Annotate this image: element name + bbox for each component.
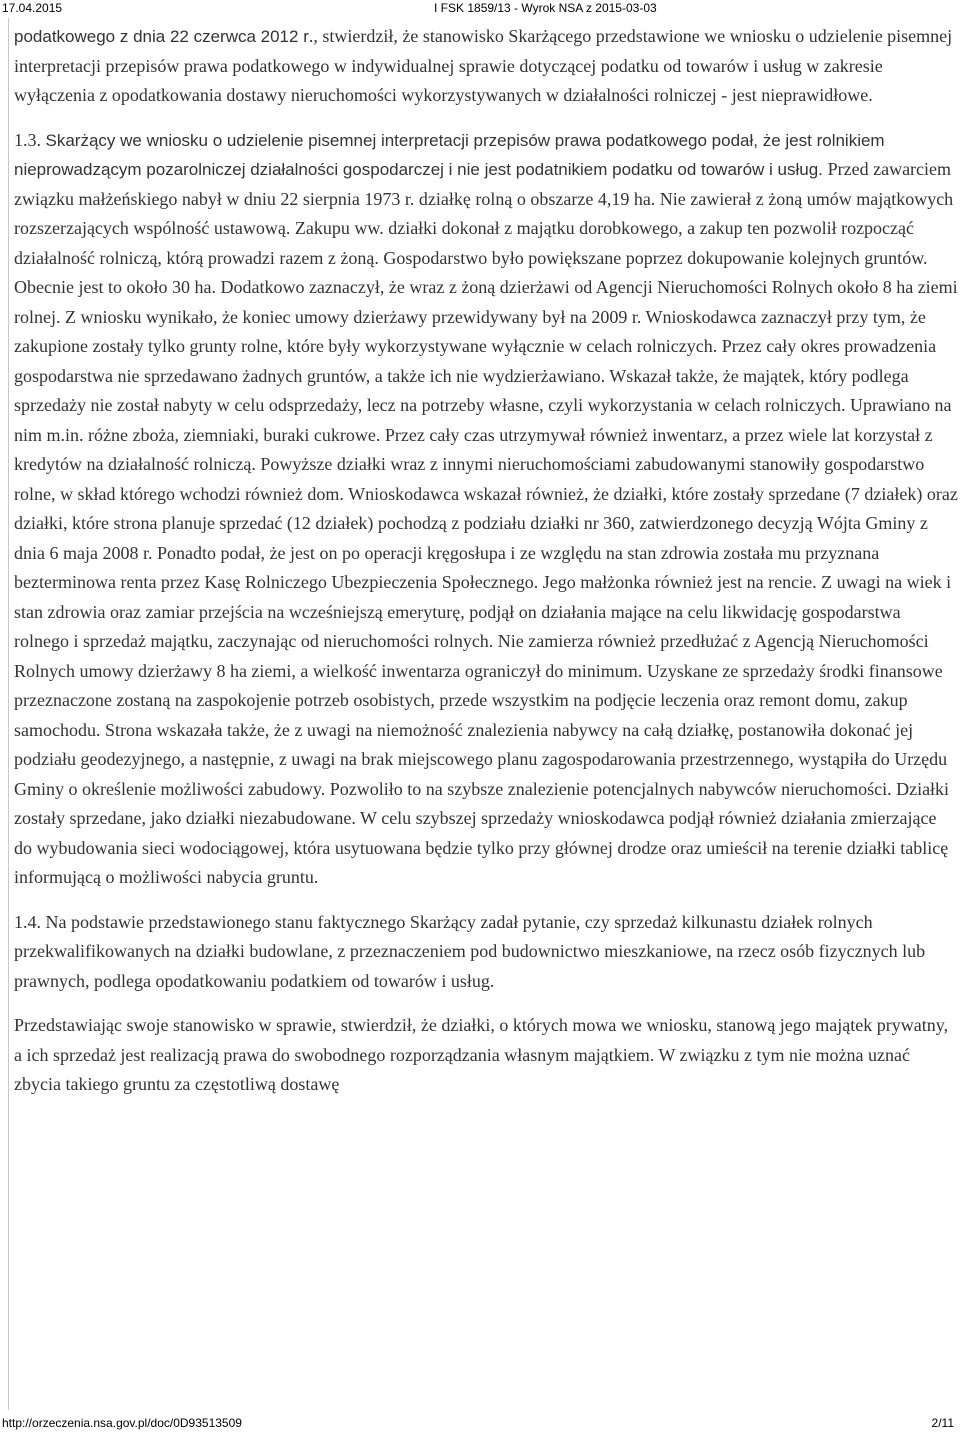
paragraph-1-3-body: Przed zawarciem związku małżeńskiego nabył w dniu 22 sierpnia 1973 r. działkę rolną o obszarze 4,19 ha. Nie zawierał z żoną umów majątkowych rozszerzających wspólność ustawową. Zakupu ww. działki dokonał z majątku dorobkowego, a zakup ten pozwolił rozpocząć działalność rolniczą, którą prowadzi razem z żoną. Gospodarstwo było powiększane poprzez dokupowanie kolejnych gruntów. Obecnie jest to około 30 ha. Dodatkowo zaznaczył, że wraz z żoną dzierżawi od Agencji Nieruchomości Rolnych około 8 ha ziemi rolnej. Z wniosku wynikało, że koniec umowy dzierżawy przewidywany był na 2009 r. Wnioskodawca zaznaczył przy tym, że zakupione zostały tylko grunty rolne, które były wykorzystywane wyłącznie w celach rolniczych. Przez cały okres prowadzenia gospodarstwa nie sprzedawano żadnych gruntów, a także ich nie wydzierżawiano. Wskazał także, że majątek, który podlega sprzedaży nie został nabyty w celu odsprzedaży, lecz na potrzeby własne, czyli wykorzystania w celach rolniczych. Uprawiano na nim m.in. różne zboża, ziemniaki, buraki cukrowe. Przez cały czas utrzymywał również inwentarz, a przez wiele lat korzystał z kredytów na działalność rolniczą. Powyższe działki wraz z innymi nieruchomościami zabudowanymi stanowiły gospodarstwo rolne, w skład którego wchodzi również dom. Wnioskodawca wskazał również, że działki, które zostały sprzedane (7 działek) oraz działki, które strona planuje sprzedać (12 działek) pochodzą z podziału działki nr 360, zatwierdzonego decyzją Wójta Gminy z dnia 6 maja 2008 r. Ponadto podał, że jest on po operacji kręgosłupa i ze względu na stan zdrowia została mu przyznana bezterminowa renta przez Kasę Rolniczego Ubezpieczenia Społecznego. Jego małżonka również jest na rencie. Z uwagi na wiek i stan zdrowia oraz zamiar przejścia na wcześniejszą emeryturę, podjął on działania mające na celu likwidację gospodarstwa rolnego i sprzedaż majątku, zaczynając od nieruchomości rolnych. Nie zamierza również przedłużać z Agencją Nieruchomości Rolnych umowy dzierżawy 8 ha ziemi, a wielkość inwentarza ograniczył do minimum. Uzyskane ze sprzedaży środki finansowe przeznaczone zostaną na zaspokojenie potrzeb osobistych, przede wszystkim na podjęcie leczenia oraz remont domu, zakup samochodu. Strona wskazała także, że z uwagi na niemożność znalezienia nabywcy na całą działkę, postanowiła dokonać jej podziału geodezyjnego, a następnie, z uwagi na brak miejscowego planu zagospodarowania przestrzennego, wystąpiła do Urzędu Gminy o określenie możliwości zabudowy. Pozwoliło to na szybsze znalezienie potencjalnych nabywców nieruchomości. Działki zostały sprzedane, jako działki niezabudowane. W celu szybszej sprzedaży wnioskodawca podjął również działania zmierzające do wybudowania sieci wodociągowej, która usytuowana będzie tylko przy głównej drodze oraz umieścił na terenie działki tablicę informującą o możliwości nabycia gruntu. — [14, 159, 958, 887]
paragraph-1-2 — [14, 22, 958, 111]
source-url: http://orzeczenia.nsa.gov.pl/doc/0D93513509 — [2, 1416, 242, 1430]
paragraph-1-2-rest: ., stwierdził, że stanowisko Skarżącego przedstawione we wniosku o udzielenie pisemnej interpretacji przepisów prawa podatkowego w indywidualnej sprawie dotyczącej podatku od towarów i usług w zakresie wyłączenia z opodatkowania dostawy nieruchomości wykorzystywanych w działalności rolniczej - jest nieprawidłowe. — [14, 26, 953, 105]
print-header — [0, 0, 960, 18]
document-title: I FSK 1859/13 - Wyrok NSA z 2015-03-03 — [434, 1, 657, 15]
paragraph-1-2-start: podatkowego z dnia 22 czerwca 2012 r — [14, 27, 309, 46]
paragraph-position: Przedstawiając swoje stanowisko w sprawie, stwierdził, że działki, o których mowa we wniosku, stanową jego majątek prywatny, a ich sprzedaż jest realizacją prawa do swobodnego rozporządzania własnym majątkiem. W związku z tym nie można uznać zbycia takiego gruntu za częstotliwą dostawę — [14, 1015, 949, 1094]
document-body — [14, 22, 958, 1100]
page-number: 2/11 — [931, 1416, 954, 1430]
paragraph-1-3 — [14, 126, 958, 893]
print-date: 17.04.2015 — [2, 1, 63, 15]
paragraph-1-4: 1.4. Na podstawie przedstawionego stanu faktycznego Skarżący zadał pytanie, czy sprzedaż kilkunastu działek rolnych przekwalifikowanych na działki budowlane, z przeznaczeniem pod budownictwo mieszkaniowe, na rzecz osób fizycznych lub prawnych, podlega opodatkowaniu podatkiem od towarów i usług. — [14, 911, 926, 991]
left-margin-rule — [8, 18, 9, 1410]
paragraph-1-3-lead: Skarżący we wniosku o udzielenie pisemnej interpretacji przepisów prawa podatkowego podał, że jest rolnikiem nieprowadzącym pozarolniczej działalności gospodarczej i nie jest podatnikiem podatku od towarów i usług. — [14, 130, 885, 179]
print-footer — [0, 1414, 960, 1433]
paragraph-1-3-number: 1.3. — [14, 129, 46, 150]
